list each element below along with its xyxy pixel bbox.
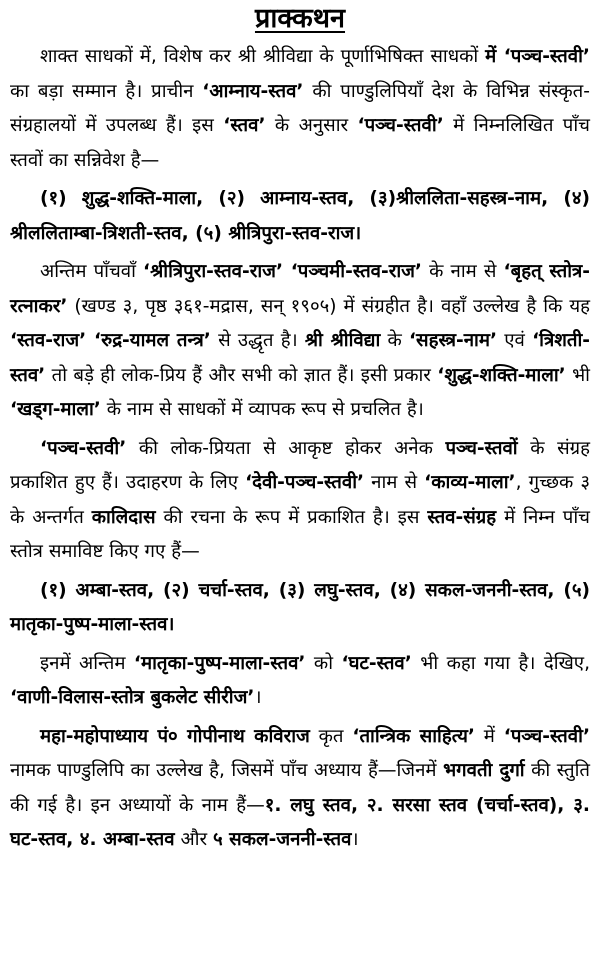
text-run: की रचना के रूप में प्रकाशित है। इस — [155, 506, 428, 528]
text-run: । — [351, 829, 359, 850]
bold-text-run: ‘आम्नाय-स्तव’ — [202, 80, 304, 102]
paragraph-5-list — [10, 574, 590, 643]
text-run: के संग्रह प्रकाशित हुए हैं। उदाहरण के लिए — [10, 437, 591, 493]
text-run: और — [174, 829, 214, 850]
bold-text-run: कालिदास — [91, 506, 156, 528]
text-run: के नाम से — [422, 261, 504, 282]
bold-text-run: ‘पञ्च-स्तवी’ — [503, 725, 591, 747]
bold-text-run: ५ सकल-जननी-स्तव — [213, 829, 352, 850]
text-run: अन्तिम पाँचवाँ — [40, 261, 144, 282]
paragraph-4 — [10, 432, 590, 570]
bold-text-run: १. लघु स्तव, २. सरसा स्तव (चर्चा-स्तव), ३. घट-स्तव, ४. अम्बा-स्तव — [10, 794, 590, 850]
bold-text-run: ‘पञ्च-स्तवी’ — [357, 115, 444, 136]
text-run: नामक पाण्डुलिपि का उल्लेख है, जिसमें पाँच अध्याय हैं—जिनमें — [10, 760, 444, 781]
text-run: की पाण्डुलिपियाँ देश के विभिन्न संस्कृत-संग्रहालयों में उपलब्ध हैं। इस — [10, 80, 590, 136]
bold-text-run: ‘खड्ग-माला’ — [10, 399, 101, 420]
text-run: , गुच्छक ३ के अन्तर्गत — [10, 472, 590, 528]
bold-text-run: भगवती दुर्गा — [443, 760, 525, 781]
paragraph-1 — [10, 40, 590, 178]
bold-text-run: ‘काव्य-माला’ — [424, 472, 516, 493]
text-run: में निम्नलिखित पाँच स्तवों का सन्निवेश है— — [10, 115, 590, 171]
text-run: तो बड़े ही लोक-प्रिय हैं और सभी को ज्ञात हैं। इसी प्रकार — [45, 364, 438, 386]
bold-text-run: पञ्च-स्तवों — [445, 437, 518, 459]
text-run: के अनुसार — [265, 115, 358, 136]
bold-text-run: ‘त्रिशती-स्तव’ — [10, 330, 590, 386]
bold-text-run: ‘स्तव-राज’ ‘रुद्र-यामल तन्त्र’ — [10, 330, 211, 351]
text-run: (खण्ड ३, पृष्ठ ३६१-मद्रास, सन् १९०५) में संग्रहीत है। वहाँ उल्लेख है कि यह — [67, 295, 590, 317]
text-run: भी कहा गया है। देखिए, — [411, 652, 590, 674]
paragraph-3 — [10, 255, 590, 428]
page-title: प्राक्कथन — [254, 3, 346, 34]
bold-text-run: ‘देवी-पञ्च-स्तवी’ — [245, 472, 365, 493]
bold-text-run: ‘घट-स्तव’ — [341, 652, 412, 674]
bold-text-run: ‘बृहत् स्तोत्र-रत्नाकर’ — [10, 261, 590, 317]
text-run: के — [380, 330, 409, 351]
bold-text-run: ‘सहस्त्र-नाम’ — [408, 330, 498, 351]
text-run: की स्तुति की गई है। इन अध्यायों के नाम हैं— — [10, 760, 590, 816]
bold-text-run: ‘पञ्च-स्तवी’ — [40, 437, 127, 459]
text-run: के नाम से साधकों में व्यापक रूप से प्रचलित है। — [100, 399, 424, 420]
text-run: भी — [565, 364, 590, 386]
bold-text-run: स्तव-संग्रह — [427, 506, 497, 528]
text-run: । — [254, 687, 262, 708]
text-run: से उद्धृत है। — [210, 330, 305, 351]
text-run: का बड़ा सम्मान है। प्राचीन — [10, 80, 203, 102]
text-run: एवं — [497, 330, 533, 351]
bold-text-run: ‘तान्त्रिक साहित्य’ — [352, 725, 475, 747]
text-run: कृत — [309, 725, 353, 747]
bold-text-run: ‘श्रीत्रिपुरा-स्तव-राज’ ‘पञ्चमी-स्तव-राज’ — [143, 261, 422, 282]
text-run: को — [305, 652, 342, 674]
bold-text-run: (१) अम्बा-स्तव, (२) चर्चा-स्तव, (३) लघु-स्तव, (४) सकल-जननी-स्तव, (५) मातृका-पुष्प-माला-स्तव। — [10, 579, 590, 635]
paragraph-7 — [10, 720, 590, 858]
text-run: नाम से — [364, 472, 425, 493]
bold-text-run: ‘मातृका-पुष्प-माला-स्तव’ — [133, 652, 306, 674]
text-run: शाक्त साधकों में, विशेष कर श्री श्रीविद्या के पूर्णाभिषिक्त साधकों — [40, 46, 486, 67]
text-run: इनमें अन्तिम — [40, 652, 134, 674]
bold-text-run: ‘वाणी-विलास-स्तोत्र बुकलेट सीरीज’ — [10, 687, 255, 708]
paragraph-6 — [10, 647, 590, 716]
bold-text-run: ‘शुद्ध-शक्ति-माला’ — [437, 364, 566, 386]
bold-text-run: ‘स्तव’ — [223, 115, 266, 136]
bold-text-run: महा-महोपाध्याय पं० गोपीनाथ कविराज — [40, 725, 310, 747]
bold-text-run: श्री श्रीविद्या — [304, 330, 381, 351]
bold-text-run: (१) शुद्ध-शक्ति-माला, (२) आम्नाय-स्तव, (३)श्रीललिता-सहस्त्र-नाम, (४) श्रीललिताम्बा-त्रिशती-स्तव, (५) श्रीत्रिपुरा-स्तव-राज। — [10, 188, 590, 244]
paragraph-2-list — [10, 182, 590, 251]
text-run: की लोक-प्रियता से आकृष्ट होकर अनेक — [126, 437, 446, 459]
text-run: में — [474, 725, 504, 747]
bold-text-run: में ‘पञ्च-स्तवी’ — [485, 46, 590, 67]
text-run: में निम्न पाँच स्तोत्र समाविष्ट किए गए हैं— — [10, 506, 590, 562]
